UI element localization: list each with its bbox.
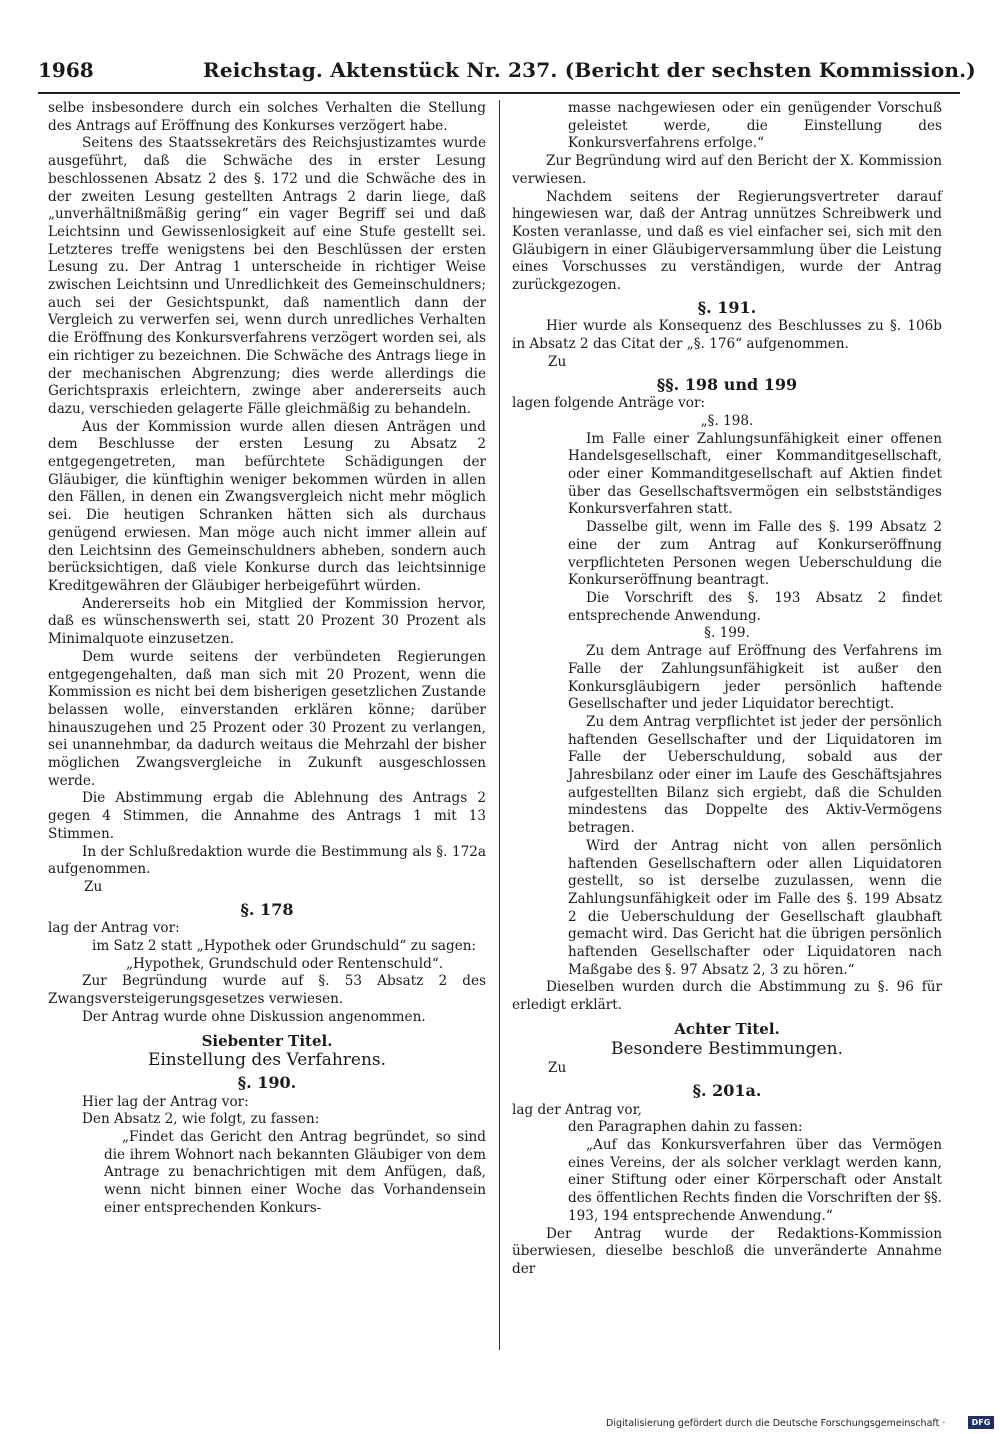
paragraph: Hier lag der Antrag vor: — [82, 1093, 249, 1110]
section-heading-178: §. 178 — [240, 899, 294, 919]
section-heading-190: §. 190. — [237, 1072, 297, 1092]
sub-heading-198: „§. 198. — [700, 412, 754, 429]
title-subheading-8: Besondere Bestimmungen. — [611, 1038, 843, 1059]
quote: Wird der Antrag nicht von allen persönlich haftenden Gesellschaftern oder allen Liquidatoren gestellt, so ist derselbe zuzulassen, wenn die Zahlungsunfähigkeit oder im Falle des §. 199 Absatz 2 die Ueberschuldung der Gesellschaft glaubhaft gemacht wird. Das Gericht hat die übrigen persönlich haftenden Gesellschafter oder Liquidatoren nach Maßgabe des §. 97 Absatz 2, 3 zu hören.“ — [568, 837, 942, 978]
quote: masse nachgewiesen oder ein genügender Vorschuß geleistet werde, die Einstellung des Konkursverfahrens erfolge.“ — [568, 100, 942, 152]
paragraph: selbe insbesondere durch ein solches Verhalten die Stellung des Antrags auf Eröffnung des Konkurses verzögert habe. — [48, 100, 486, 134]
quote: Dasselbe gilt, wenn im Falle des §. 199 Absatz 2 eine der zum Antrag auf Konkurseröffnung verpflichteten Personen wegen Ueberschuldung die Konkurseröffnung beantragt. — [568, 519, 942, 589]
zu-label: Zu — [548, 1060, 567, 1077]
quote: Zu dem Antrag verpflichtet ist jeder der persönlich haftenden Gesellschafter und der Liquidatoren im Falle der Ueberschuldung, sobald aus der Jahresbilanz oder einer im Laufe des Geschäftsjahres aufgestellten Bilanz sich ergiebt, daß die Schulden mindestens das Doppelte des Aktiv-Vermögens betragen. — [568, 713, 942, 837]
title-heading-8: Achter Titel. — [674, 1019, 780, 1038]
column-divider — [499, 100, 500, 1350]
paragraph: Seitens des Staatssekretärs des Reichsjustizamtes wurde ausgeführt, daß die Schwäche des in erster Lesung beschlossenen Absatz 2 des §. 172 und die Schwäche des in der zweiten Lesung gestellten Antrags 2 darin liege, daß „unverhältnißmäßig gering“ ein vager Begriff sei und daß Leichtsinn und Gewissenlosigkeit auf eine Stufe gestellt sei. Letzteres treffe wenigstens bei den Beschlüssen der ersten Lesung zu. Der Antrag 1 unterscheide in richtiger Weise zwischen Leichtsinn und Unredlichkeit des Gemeinschuldners; auch sei der Gesichtspunkt, daß namentlich dann der Vergleich zu verwerfen sei, wenn durch unredliches Verhalten die Eröffnung des Konkursverfahrens verzögert worden sei, als ein richtiger zu bezeichnen. Die Schwäche des Antrags liege in der mechanischen Abgrenzung; dies werde allerdings die Gerichtspraxis erleichtern, zwinge aber andererseits auch dazu, verschieden gelagerte Fälle gleichmäßig zu behandeln. — [48, 135, 486, 417]
title-subheading-7: Einstellung des Verfahrens. — [147, 1050, 387, 1071]
paragraph: Dem wurde seitens der verbündeten Regierungen entgegengehalten, daß man sich mit 20 Prozent, wenn die Kommission es nicht bei dem bisherigen gesetzlichen Zustande belassen wolle, einverstanden erklären könne; darüber hinauszugehen und 25 Prozent oder 30 Prozent zu verlangen, sei unannehmbar, da dadurch weitaus die Mehrzahl der bisher möglichen Zwangsvergleiche in Zukunft ausgeschlossen werde. — [48, 648, 486, 789]
zu-label: Zu — [548, 353, 567, 370]
quote: Im Falle einer Zahlungsunfähigkeit einer offenen Handelsgesellschaft, einer Kommanditgesellschaft, oder einer Kommanditgesellschaft auf Aktien findet über das Gesellschaftsvermögen ein selbstständiges Konkursverfahren statt. — [568, 430, 942, 518]
digitization-credit: Digitalisierung gefördert durch die Deutsche Forschungsgemeinschaft · — [606, 1418, 946, 1429]
quote: Zu dem Antrage auf Eröffnung des Verfahrens im Falle der Zahlungsunfähigkeit ist außer den Konkursgläubigern jeder persönlich haftende Gesellschafter und jeder Liquidator berechtigt. — [568, 643, 942, 713]
section-heading-201a: §. 201a. — [692, 1080, 762, 1100]
paragraph: Zur Begründung wurde auf §. 53 Absatz 2 des Zwangsversteigerungsgesetzes verwiesen. — [48, 973, 486, 1008]
paragraph: Nachdem seitens der Regierungsvertreter darauf hingewiesen war, daß der Antrag unnützes Schreibwerk und Kosten veranlasse, und daß es viel einfacher sei, sich mit den Gläubigern in einer Gläubigerversammlung über die Leistung eines Vorschusses zu verständigen, wurde der Antrag zurückgezogen. — [512, 188, 942, 294]
paragraph: In der Schlußredaktion wurde die Bestimmung als §. 172a aufgenommen. — [48, 843, 486, 878]
title-heading-7: Siebenter Titel. — [201, 1031, 333, 1050]
right-column — [512, 100, 942, 1279]
page-number: 1968 — [38, 58, 94, 82]
paragraph: lagen folgende Anträge vor: — [512, 395, 706, 412]
paragraph: Zur Begründung wird auf den Bericht der X. Kommission verwiesen. — [512, 153, 942, 187]
section-heading-198-199: §§. 198 und 199 — [656, 374, 798, 394]
paragraph: im Satz 2 statt „Hypothek oder Grundschuld“ zu sagen: — [92, 938, 477, 955]
paragraph: Dieselben wurden durch die Abstimmung zu §. 96 für erledigt erklärt. — [512, 979, 942, 1014]
paragraph: Andererseits hob ein Mitglied der Kommission hervor, daß es wünschenswerth sei, statt 20 Prozent 30 Prozent als Minimalquote einzusetzen. — [48, 595, 486, 648]
paragraph: den Paragraphen dahin zu fassen: — [568, 1119, 803, 1136]
running-title: Reichstag. Aktenstück Nr. 237. (Bericht der sechsten Kommission.) — [203, 58, 976, 82]
quote: „Hypothek, Grundschuld oder Rentenschuld“. — [126, 955, 444, 972]
quote: Die Vorschrift des §. 193 Absatz 2 findet entsprechende Anwendung. — [568, 589, 942, 624]
paragraph: Der Antrag wurde ohne Diskussion angenommen. — [82, 1008, 426, 1025]
paragraph: Hier wurde als Konsequenz des Beschlusses zu §. 106b in Absatz 2 das Citat der „§. 176“ aufgenommen. — [512, 318, 942, 353]
paragraph: Der Antrag wurde der Redaktions-Kommission überwiesen, dieselbe beschloß die unveränderte Annahme der — [512, 1225, 942, 1277]
paragraph: lag der Antrag vor: — [48, 920, 180, 937]
page-header — [38, 58, 976, 94]
left-column — [48, 100, 486, 1218]
quote: „Findet das Gericht den Antrag begründet, so sind die ihrem Wohnort nach bekannten Gläubiger von dem Antrage zu benachrichtigen mit dem Anfügen, daß, wenn nicht binnen einer Woche das Vorhandensein einer entsprechenden Konkurs- — [104, 1129, 486, 1216]
paragraph: Aus der Kommission wurde allen diesen Anträgen und dem Beschlusse der ersten Lesung zu Absatz 2 entgegengetreten, man befürchtete Schädigungen der Gläubiger, die künftighin weniger bekommen würden in allen den Fällen, in denen ein Zwangsvergleich nicht mehr möglich sei. Die heutigen Schranken hätten sich als durchaus genügend erwiesen. Man möge auch nicht immer allein auf den Leichtsinn des Gemeinschuldners abheben, sondern auch berücksichtigen, daß viele Konkurse durch das leichtsinnige Kreditgewähren der Gläubiger herbeigeführt würden. — [48, 418, 486, 594]
paragraph: Die Abstimmung ergab die Ablehnung des Antrags 2 gegen 4 Stimmen, die Annahme des Antrags 1 mit 13 Stimmen. — [48, 790, 486, 842]
section-heading-191: §. 191. — [697, 297, 757, 317]
dfg-logo: DFG — [968, 1416, 994, 1429]
quote: „Auf das Konkursverfahren über das Vermögen eines Vereins, der als solcher verklagt werden kann, einer Stiftung oder einer Körperschaft oder Anstalt des öffentlichen Rechts finden die Vorschriften der §§. 193, 194 entsprechende Anwendung.“ — [568, 1137, 942, 1224]
paragraph: Den Absatz 2, wie folgt, zu fassen: — [82, 1111, 320, 1128]
zu-label: Zu — [84, 878, 103, 895]
sub-heading-199: §. 199. — [704, 625, 750, 642]
paragraph: lag der Antrag vor, — [512, 1101, 642, 1118]
